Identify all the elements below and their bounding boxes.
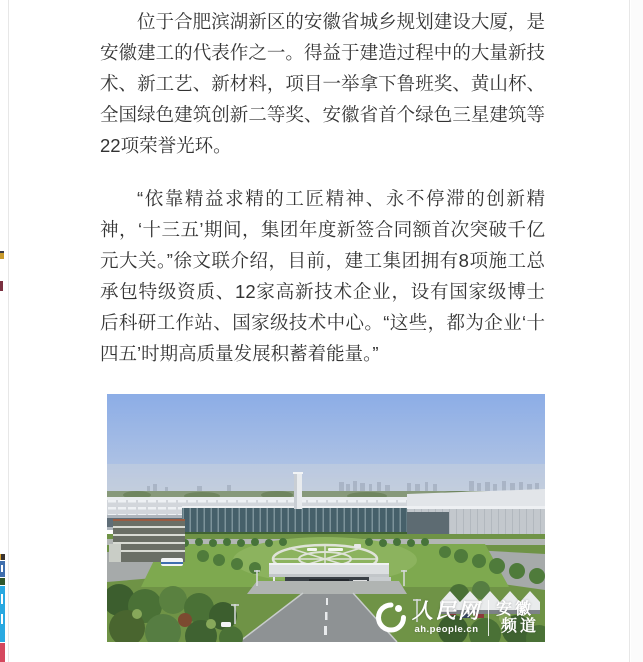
cutoff-icon-glyph <box>1 594 3 604</box>
photo-watermark <box>374 600 539 636</box>
watermark-channel <box>496 601 539 636</box>
watermark-channel-line1: 安徽 <box>495 600 534 618</box>
article-content-column <box>8 0 630 662</box>
cutoff-icon-maroon[interactable] <box>0 281 3 291</box>
people-cn-logo-icon <box>374 602 408 634</box>
cutoff-icon-dark[interactable] <box>0 554 5 560</box>
cutoff-icon-glyph <box>1 565 3 572</box>
page-right-gutter <box>631 0 643 662</box>
article-paragraph: 位于合肥滨湖新区的安徽省城乡规划建设大厦，是安徽建工的代表作之一。得益于建造过程中的大量新技术、新工艺、新材料，项目一举拿下鲁班奖、黄山杯、全国绿色建筑创新二等奖、安徽省首个绿色三星建筑等22项荣誉光环。 <box>100 11 545 156</box>
cutoff-icon-red-share[interactable] <box>0 643 5 662</box>
article-photo <box>107 394 545 642</box>
watermark-brand-text: 人民网 <box>411 600 481 623</box>
cutoff-icon-yellow[interactable] <box>0 251 4 259</box>
watermark-channel-line2: 频道 <box>500 618 539 635</box>
cutoff-icon-blue-share[interactable] <box>0 561 5 577</box>
cutoff-icon-green[interactable] <box>0 578 5 585</box>
cutoff-icon-cyan-share[interactable] <box>0 586 5 642</box>
article-paragraph: “依靠精益求精的工匠精神、永不停滞的创新精神，‘十三五’期间，集团年度新签合同额首次突破千亿元大关。”徐文联介绍，目前，建工集团拥有8项施工总承包特级资质、12家高新技术企业，设有国家级博士后科研工作站、国家级技术中心。“这些，都为企业‘十四五’时期高质量发展积蓄着能量。” <box>100 188 545 364</box>
watermark-site-url: ah.people.cn <box>414 624 479 635</box>
cutoff-icon-glyph <box>1 614 3 624</box>
watermark-divider <box>488 600 489 636</box>
article-body <box>100 0 545 642</box>
